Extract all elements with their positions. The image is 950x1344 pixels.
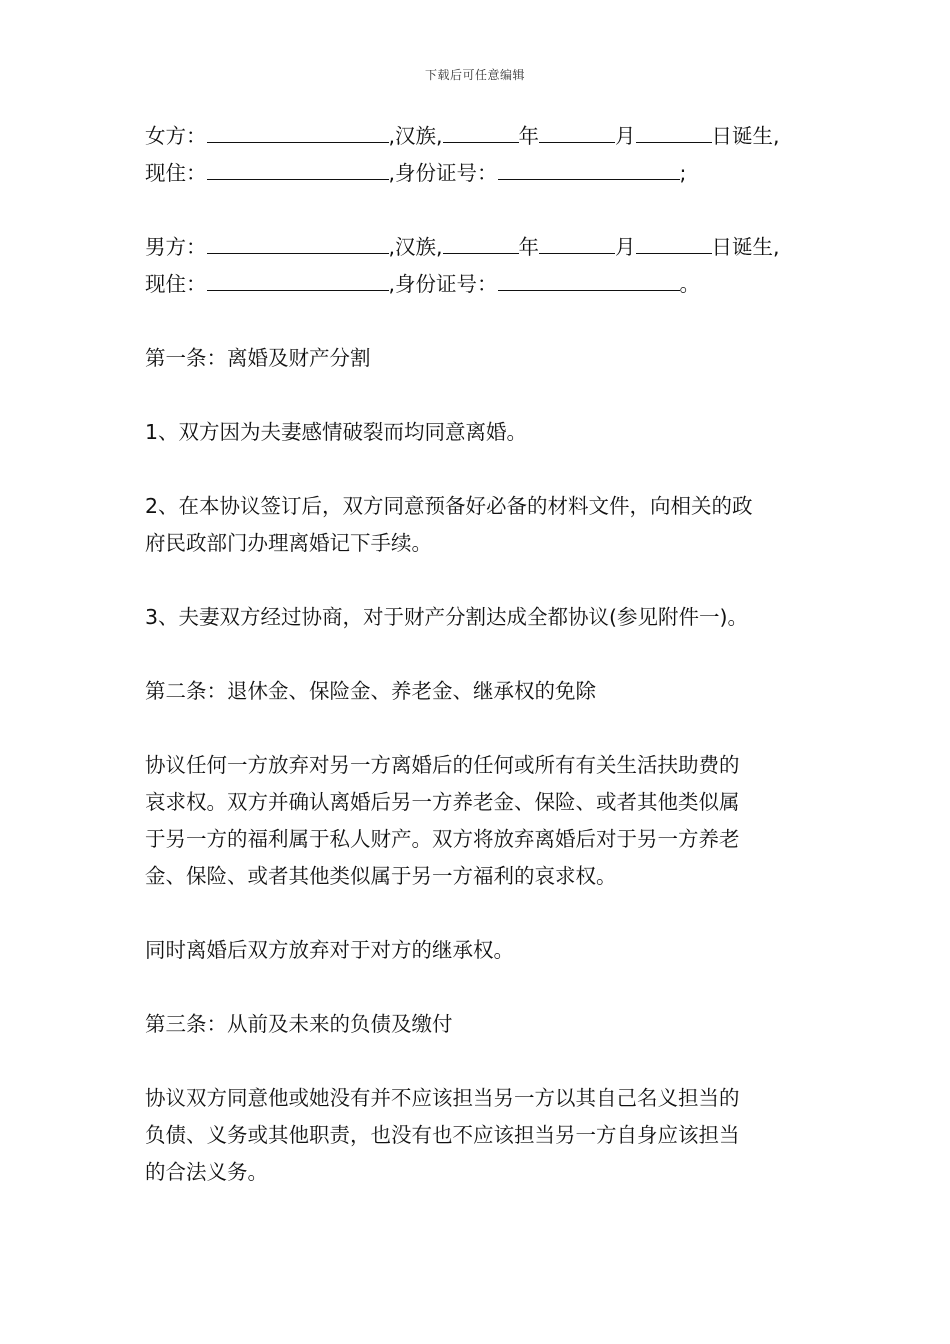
female-address-label: 现住： xyxy=(145,161,207,185)
section-2-para-1-line-1: 协议任何一方放弃对另一方离婚后的任何或所有有关生活扶助费的 xyxy=(145,753,740,777)
male-label: 男方： xyxy=(145,235,207,259)
male-year-blank xyxy=(443,235,519,254)
section-3-para-1-line-2: 负债、义务或其他职责，也没有也不应该担当另一方自身应该担当 xyxy=(145,1123,740,1147)
agreement-body xyxy=(145,118,815,1191)
female-year-label: 年 xyxy=(518,124,540,148)
male-day-birth-label: 日诞生, xyxy=(711,235,780,259)
section-3-para-1-line-3: 的合法义务。 xyxy=(145,1160,268,1184)
section-2-para-1-line-4: 金、保险、或者其他类似属于另一方福利的哀求权。 xyxy=(145,864,617,888)
male-day-blank xyxy=(636,235,712,254)
section-1-title: 第一条：离婚及财产分割 xyxy=(145,346,371,370)
male-line-end: 。 xyxy=(679,272,701,296)
section-1-item-3: 3、夫妻双方经过协商，对于财产分割达成全都协议(参见附件一)。 xyxy=(145,605,749,629)
female-name-blank xyxy=(207,124,389,143)
male-address-line xyxy=(145,266,815,303)
section-1-item-1: 1、双方因为夫妻感情破裂而均同意离婚。 xyxy=(145,420,528,444)
male-address-blank xyxy=(207,272,389,291)
male-id-label: ,身份证号： xyxy=(388,272,498,296)
header-note: 下载后可任意编辑 xyxy=(424,68,525,82)
female-line-end: ; xyxy=(679,161,687,185)
female-ethnicity: ,汉族, xyxy=(388,124,443,148)
female-label: 女方： xyxy=(145,124,207,148)
female-address-line xyxy=(145,155,815,192)
female-year-blank xyxy=(443,124,519,143)
female-month-label: 月 xyxy=(615,124,636,148)
female-birth-line xyxy=(145,118,815,155)
section-2-para-1-line-3: 于另一方的福利属于私人财产。双方将放弃离婚后对于另一方养老 xyxy=(145,827,740,851)
female-day-blank xyxy=(636,124,712,143)
female-month-blank xyxy=(539,124,615,143)
section-3-para-1-line-1: 协议双方同意他或她没有并不应该担当另一方以其自己名义担当的 xyxy=(145,1086,740,1110)
section-2-title: 第二条：退休金、保险金、养老金、继承权的免除 xyxy=(145,679,596,703)
female-id-label: ,身份证号： xyxy=(388,161,498,185)
section-2-para-2: 同时离婚后双方放弃对于对方的继承权。 xyxy=(145,938,514,962)
male-address-label: 现住： xyxy=(145,272,207,296)
section-1-item-2-line-1: 2、在本协议签订后，双方同意预备好必备的材料文件，向相关的政 xyxy=(145,494,753,518)
section-2-para-1-line-2: 哀求权。双方并确认离婚后另一方养老金、保险、或者其他类似属 xyxy=(145,790,740,814)
male-month-blank xyxy=(539,235,615,254)
female-id-blank xyxy=(498,161,680,180)
male-month-label: 月 xyxy=(615,235,636,259)
male-name-blank xyxy=(207,235,389,254)
section-1-item-2-line-2: 府民政部门办理离婚记下手续。 xyxy=(145,531,432,555)
female-day-birth-label: 日诞生, xyxy=(711,124,780,148)
male-year-label: 年 xyxy=(518,235,540,259)
male-birth-line xyxy=(145,229,815,266)
male-id-blank xyxy=(498,272,680,291)
section-3-title: 第三条：从前及未来的负债及缴付 xyxy=(145,1012,453,1036)
male-ethnicity: ,汉族, xyxy=(388,235,443,259)
female-address-blank xyxy=(207,161,389,180)
